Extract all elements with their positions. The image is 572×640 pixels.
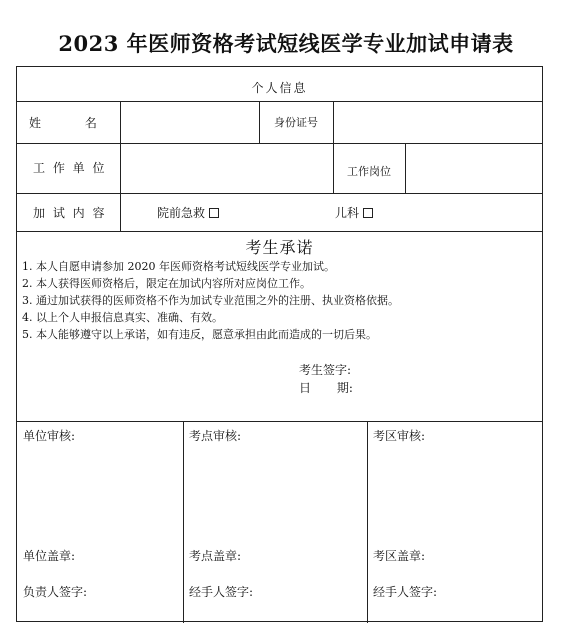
unit-review-label: 单位审核: xyxy=(23,429,76,443)
pledge-item: 2. 本人获得医师资格后，限定在加试内容所对应岗位工作。 xyxy=(22,277,311,290)
date-label: 日 期: xyxy=(299,381,353,395)
exam-region-review-label: 考区审核: xyxy=(373,429,426,443)
exam-site-review-label: 考点审核: xyxy=(189,429,242,443)
pledge-item: 1. 本人自愿申请参加 2020 年医师资格考试短线医学专业加试。 xyxy=(22,260,335,273)
candidate-signature-label: 考生签字: xyxy=(299,363,352,377)
work-unit-label: 工 作 单 位 xyxy=(33,161,107,175)
name-field[interactable] xyxy=(121,102,258,142)
divider xyxy=(17,193,542,194)
pediatrics-checkbox[interactable] xyxy=(363,208,373,218)
divider xyxy=(367,421,368,623)
pledge-item: 5. 本人能够遵守以上承诺，如有违反，愿意承担由此而造成的一切后果。 xyxy=(22,328,377,341)
unit-seal-label: 单位盖章: xyxy=(23,549,76,563)
section-header-personal: 个人信息 xyxy=(251,81,308,95)
work-unit-field[interactable] xyxy=(121,144,332,192)
id-number-field[interactable] xyxy=(334,102,542,142)
pledge-item: 4. 以上个人申报信息真实、准确、有效。 xyxy=(22,311,223,324)
exam-region-seal-label: 考区盖章: xyxy=(373,549,426,563)
exam-site-seal-label: 考点盖章: xyxy=(189,549,242,563)
option-label: 院前急救 xyxy=(157,206,206,220)
work-post-label: 工作岗位 xyxy=(347,165,391,178)
unit-signer-label: 负责人签字: xyxy=(23,585,88,599)
option-prehospital[interactable] xyxy=(157,206,219,220)
option-pediatrics[interactable] xyxy=(335,206,373,220)
divider xyxy=(17,231,542,232)
exam-region-signer-label: 经手人签字: xyxy=(373,585,438,599)
prehospital-checkbox[interactable] xyxy=(209,208,219,218)
page-title: 2023 年医师资格考试短线医学专业加试申请表 xyxy=(58,31,514,56)
pledge-title: 考生承诺 xyxy=(245,238,314,257)
exam-site-signer-label: 经手人签字: xyxy=(189,585,254,599)
id-number-label: 身份证号 xyxy=(274,116,318,129)
exam-content-label: 加 试 内 容 xyxy=(33,206,107,220)
work-post-field[interactable] xyxy=(406,144,542,192)
divider xyxy=(17,421,542,422)
pledge-item: 3. 通过加试获得的医师资格不作为加试专业范围之外的注册、执业资格依据。 xyxy=(22,294,399,307)
option-label: 儿科 xyxy=(335,206,360,220)
application-form xyxy=(16,66,543,622)
divider xyxy=(183,421,184,623)
name-label: 姓 名 xyxy=(29,116,97,130)
